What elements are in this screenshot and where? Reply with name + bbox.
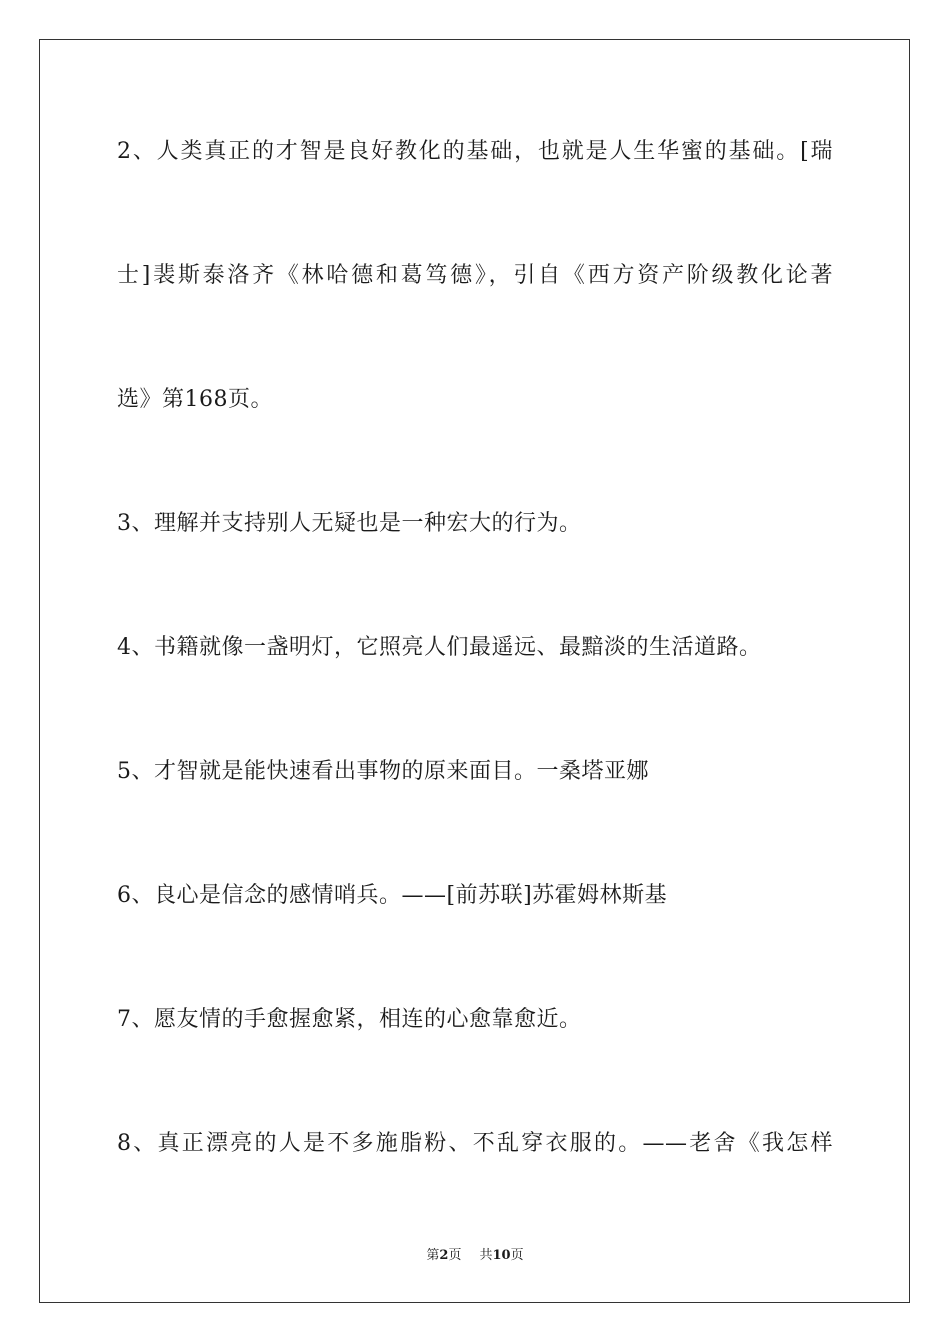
quote-3: 3、理解并支持别人无疑也是一种宏大的行为。 — [117, 511, 582, 536]
quote-8-line-1: 8、真正漂亮的人是不多施脂粉、不乱穿衣服的。——老舍《我怎样 — [117, 1131, 833, 1156]
footer-total-pages: 10 — [492, 1248, 511, 1263]
quote-2-line-1: 2、人类真正的才智是良好教化的基础，也就是人生华蜜的基础。[瑞 — [117, 139, 833, 164]
quote-4: 4、书籍就像一盏明灯，它照亮人们最遥远、最黯淡的生活道路。 — [117, 635, 762, 660]
quote-7: 7、愿友情的手愈握愈紧，相连的心愈靠愈近。 — [117, 1007, 582, 1032]
footer-page-number: 2 — [439, 1248, 449, 1263]
footer-total-prefix: 共 — [479, 1248, 493, 1263]
footer-page-prefix: 第 — [426, 1248, 440, 1263]
quote-5: 5、才智就是能快速看出事物的原来面目。一桑塔亚娜 — [117, 759, 649, 784]
page-border — [39, 39, 910, 1303]
footer-page-suffix: 页 — [448, 1248, 462, 1263]
quote-2-line-2: 士]裴斯泰洛齐《林哈德和葛笃德》，引自《西方资产阶级教化论著 — [117, 263, 833, 288]
quote-6: 6、良心是信念的感情哨兵。——[前苏联]苏霍姆林斯基 — [117, 883, 668, 908]
quote-2-line-3: 选》第168页。 — [117, 387, 273, 412]
footer-total-suffix: 页 — [510, 1248, 524, 1263]
page-footer — [0, 1247, 950, 1265]
